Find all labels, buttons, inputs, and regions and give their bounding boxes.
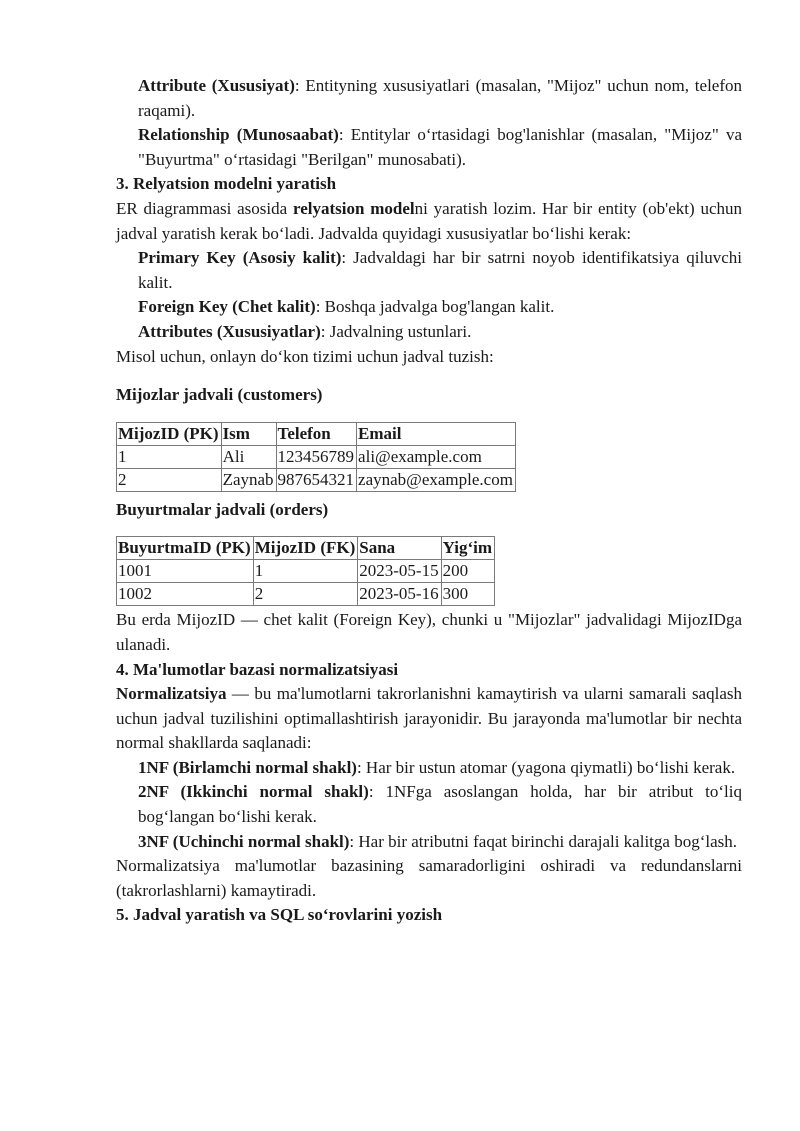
column-header: Email <box>357 422 516 445</box>
table-row <box>117 468 516 491</box>
orders-table-caption: Buyurtmalar jadvali (orders) <box>116 499 329 519</box>
table-row <box>117 560 495 583</box>
normalization-summary: Normalizatsiya ma'lumotlar bazasining samaradorligini oshiradi va redundanslarni (takrorlashlarni) kamaytiradi. <box>116 856 742 900</box>
er-bold: relyatsion model <box>292 198 415 218</box>
table-cell: 2023-05-16 <box>358 583 441 606</box>
attribute-term: Attribute (Xususiyat) <box>138 76 295 95</box>
table-cell: Zaynab <box>221 468 276 491</box>
foreign-key-explanation: Bu erda MijozID — chet kalit (Foreign Key), chunki u "Mijozlar" jadvalidagi MijozIDga ulanadi. <box>116 610 742 654</box>
table-header-row <box>117 537 495 560</box>
table-cell: zaynab@example.com <box>357 468 516 491</box>
table-cell: 987654321 <box>276 468 357 491</box>
primary-key-text: : Jadvaldagi har bir satrni noyob identifikatsiya qiluvchi kalit. <box>138 248 743 292</box>
attribute-definition <box>116 74 742 123</box>
column-header: Ism <box>221 422 276 445</box>
nf1-definition <box>116 756 742 781</box>
section-5-heading: 5. Jadval yaratish va SQL so‘rovlarini yozish <box>116 905 443 925</box>
primary-key-definition <box>116 246 742 295</box>
table-cell: ali@example.com <box>357 445 516 468</box>
er-pre: ER diagrammasi asosida <box>116 198 293 218</box>
column-header: MijozID (FK) <box>253 537 358 560</box>
foreign-key-term: Foreign Key (Chet kalit) <box>138 297 316 317</box>
normalization-text: — bu ma'lumotlarni takrorlanishni kamaytirish va ularni samarali saqlash uchun jadval tuzilishini optimallashtirish jarayonidir. Bu jarayonda ma'lumotlar bir nechta normal shakllarda saqlanadi: <box>116 684 742 753</box>
table-cell: 200 <box>441 560 494 583</box>
primary-key-term: Primary Key (Asosiy kalit) <box>138 248 342 268</box>
table-cell: 1 <box>253 560 358 583</box>
table-cell: 1001 <box>117 560 254 583</box>
table-cell: 1 <box>117 445 222 468</box>
foreign-key-text: : Boshqa jadvalga bog'langan kalit. <box>315 297 555 317</box>
nf2-text: : 1NFga asoslangan holda, har bir atribut to‘liq bog‘langan bo‘lishi kerak. <box>138 782 742 827</box>
table-cell: 2023-05-15 <box>358 560 441 583</box>
column-header: Sana <box>358 537 441 560</box>
customers-table <box>116 422 516 492</box>
table-row <box>117 445 516 468</box>
nf1-term: 1NF (Birlamchi normal shakl) <box>138 757 357 777</box>
section-3-heading: 3. Relyatsion modelni yaratish <box>116 174 337 194</box>
relationship-text: : Entitylar o‘rtasidagi bog'lanishlar (masalan, "Mijoz" va "Buyurtma" o‘rtasidagi "Berilgan" munosabati). <box>138 125 742 169</box>
table-cell: 2 <box>117 468 222 491</box>
er-paragraph <box>116 197 742 246</box>
table-cell: Ali <box>221 445 276 468</box>
nf2-definition <box>116 780 742 829</box>
nf3-text: : Har bir atributni faqat birinchi darajali kalitga bog‘lash. <box>349 831 737 851</box>
relationship-definition <box>116 123 742 172</box>
normalization-term: Normalizatsiya <box>116 684 227 704</box>
example-intro: Misol uchun, onlayn do‘kon tizimi uchun jadval tuzish: <box>116 346 494 366</box>
attributes-definition <box>116 320 742 345</box>
nf1-text: : Har bir ustun atomar (yagona qiymatli) bo‘lishi kerak. <box>356 757 736 777</box>
column-header: Telefon <box>276 422 357 445</box>
relationship-term: Relationship (Munosaabat) <box>138 125 339 145</box>
section-4-heading: 4. Ma'lumotlar bazasi normalizatsiyasi <box>116 659 399 679</box>
nf3-definition <box>116 830 742 855</box>
foreign-key-definition <box>116 295 742 320</box>
column-header: BuyurtmaID (PK) <box>117 537 254 560</box>
document-page <box>116 74 742 928</box>
customers-table-caption: Mijozlar jadvali (customers) <box>116 385 323 405</box>
table-row <box>117 583 495 606</box>
attribute-text: : Entityning xususiyatlari (masalan, "Mijoz" uchun nom, telefon raqami). <box>138 76 742 120</box>
table-cell: 1002 <box>117 583 254 606</box>
column-header: Yig‘im <box>441 537 494 560</box>
column-header: MijozID (PK) <box>117 422 222 445</box>
attributes-term: Attributes (Xususiyatlar) <box>138 321 321 341</box>
table-cell: 300 <box>441 583 494 606</box>
nf2-term: 2NF (Ikkinchi normal shakl) <box>138 782 369 802</box>
nf3-term: 3NF (Uchinchi normal shakl) <box>138 831 350 851</box>
table-cell: 123456789 <box>276 445 357 468</box>
attributes-text: : Jadvalning ustunlari. <box>320 321 472 341</box>
table-cell: 2 <box>253 583 358 606</box>
normalization-paragraph <box>116 682 742 756</box>
orders-table <box>116 536 495 606</box>
er-post: ni yaratish lozim. Har bir entity (ob'ekt) uchun jadval yaratish kerak bo‘ladi. Jadvalda quyidagi xususiyatlar bo‘lishi kerak: <box>116 198 742 243</box>
table-header-row <box>117 422 516 445</box>
